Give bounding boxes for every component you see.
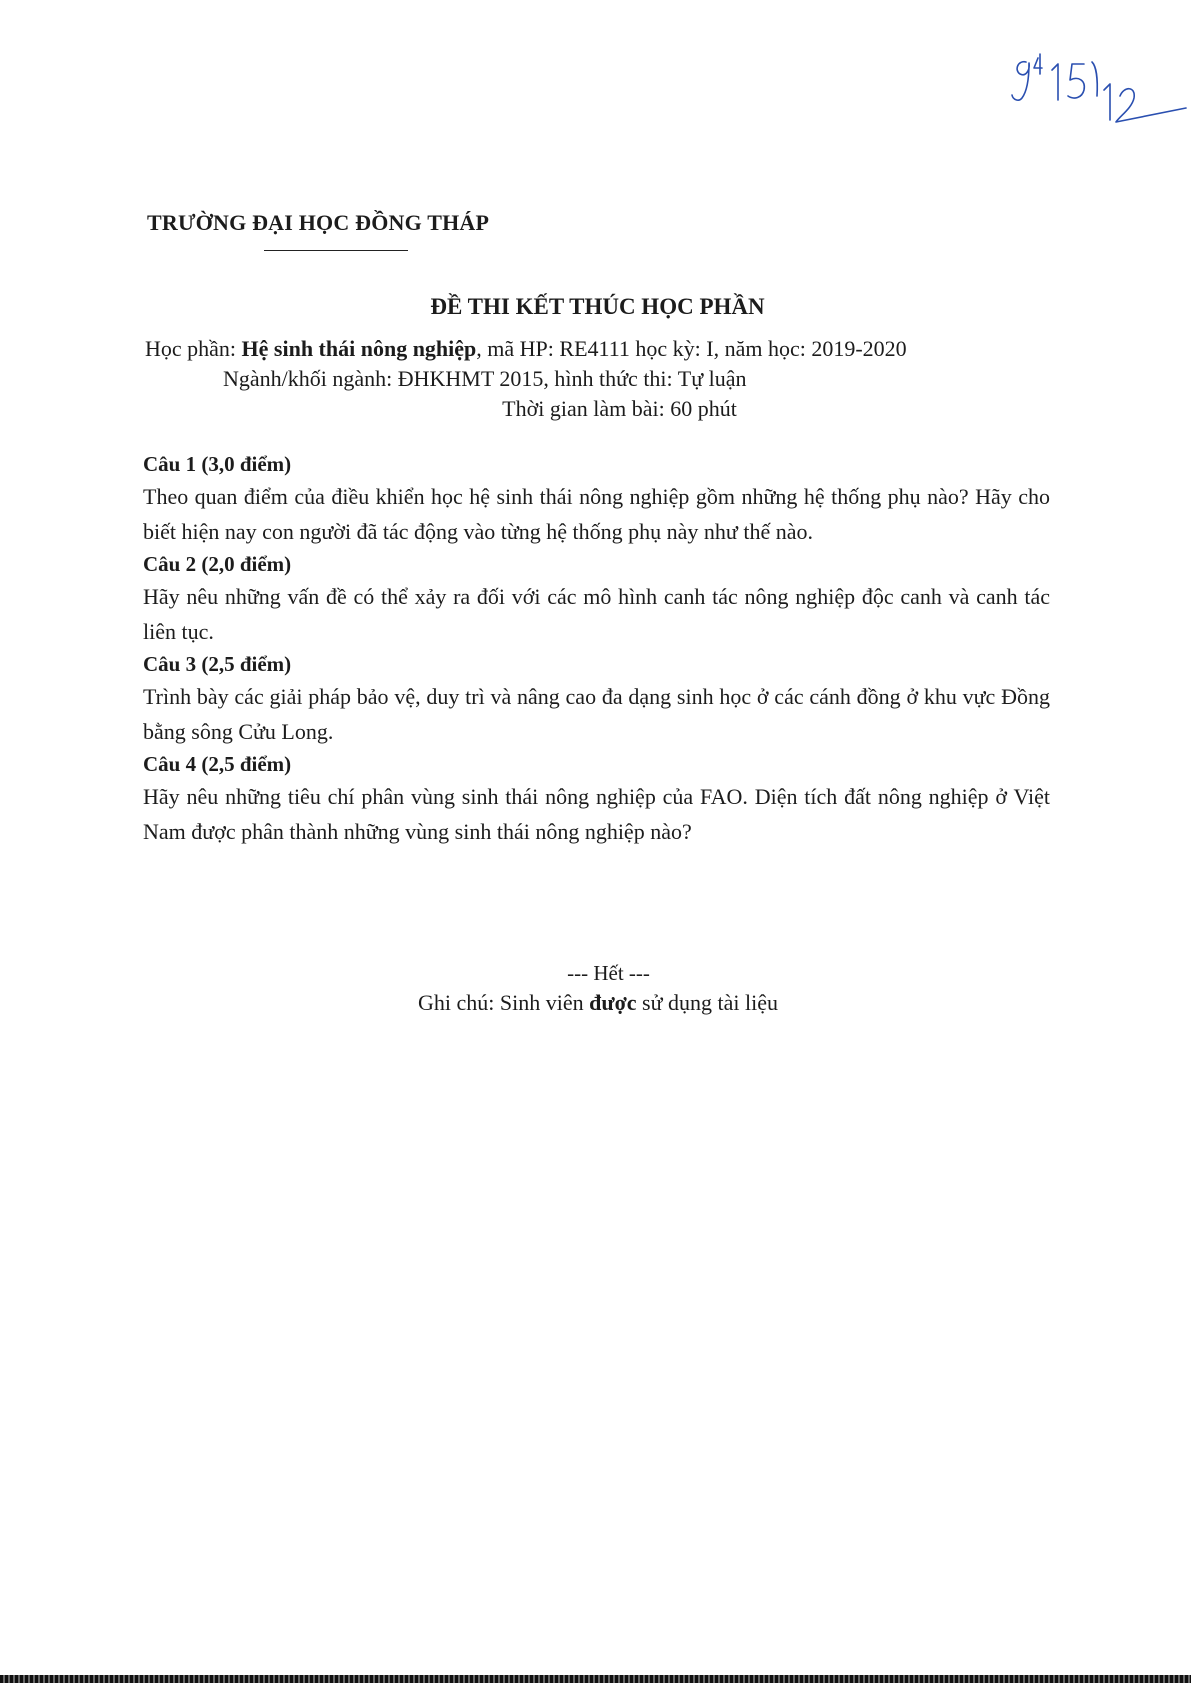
question-3 [143,649,1050,749]
question-4 [143,749,1050,849]
question-heading: Câu 3 (2,5 điểm) [143,652,292,676]
question-body: Hãy nêu những tiêu chí phân vùng sinh thái nông nghiệp của FAO. Diện tích đất nông nghiệp ở Việt Nam được phân thành những vùng sinh thái nông nghiệp nào? [143,784,1050,844]
question-heading: Câu 2 (2,0 điểm) [143,552,292,576]
course-prefix: Học phần: [145,336,242,361]
major-info-line: Ngành/khối ngành: ĐHKHMT 2015, hình thức thi: Tự luận [223,366,747,391]
exam-duration: Thời gian làm bài: 60 phút [502,396,737,421]
note-bold: được [589,990,637,1015]
course-suffix: , mã HP: RE4111 học kỳ: I, năm học: 2019-2020 [476,336,907,361]
exam-note [0,990,1191,1016]
handwritten-annotation [1000,20,1190,130]
question-body: Trình bày các giải pháp bảo vệ, duy trì và nâng cao đa dạng sinh học ở các cánh đồng ở khu vực Đồng bằng sông Cửu Long. [143,684,1050,744]
course-info-line [145,336,907,362]
exam-title: ĐỀ THI KẾT THÚC HỌC PHẦN [430,294,765,319]
note-suffix: sử dụng tài liệu [636,990,778,1015]
school-name-underline [264,250,408,251]
question-1 [143,449,1050,549]
school-name: TRƯỜNG ĐẠI HỌC ĐỒNG THÁP [147,210,490,235]
question-heading: Câu 1 (3,0 điểm) [143,452,292,476]
question-heading: Câu 4 (2,5 điểm) [143,752,292,776]
handwriting-drawing [1000,20,1190,130]
question-body: Theo quan điểm của điều khiển học hệ sinh thái nông nghiệp gồm những hệ thống phụ nào? Hãy cho biết hiện nay con người đã tác động vào từng hệ thống phụ này như thế nào. [143,484,1050,544]
scan-edge [0,1675,1191,1683]
question-2 [143,549,1050,649]
note-prefix: Ghi chú: Sinh viên [418,990,590,1015]
question-list [143,449,1050,849]
end-mark: --- Hết --- [567,961,650,985]
course-name: Hệ sinh thái nông nghiệp [241,336,477,361]
question-body: Hãy nêu những vấn đề có thể xảy ra đối với các mô hình canh tác nông nghiệp độc canh và canh tác liên tục. [143,584,1050,644]
